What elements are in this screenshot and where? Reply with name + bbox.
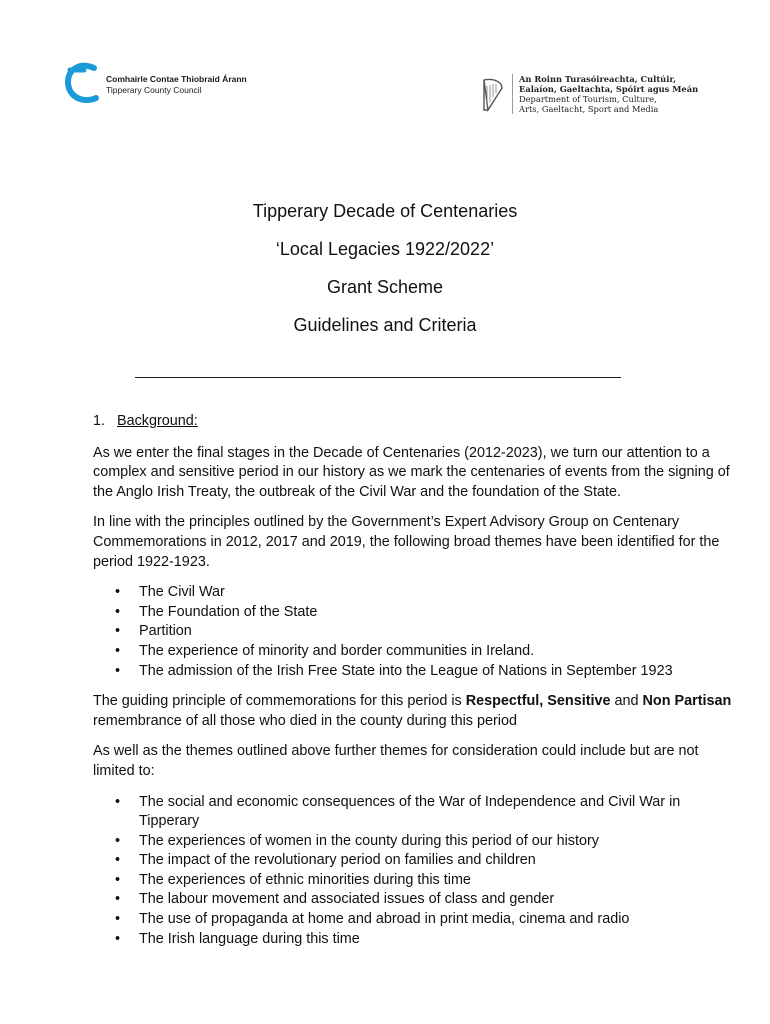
paragraph-intro: As we enter the final stages in the Decade of Centenaries (2012-2023), we turn our attention to a complex and sensitive period in our history as we mark the centenaries of events from the signing of the Anglo Irish Treaty, the outbreak of the Civil War and the foundation of the State. [93,444,730,500]
further-themes-list [93,793,733,950]
principle-bold-2: Non Partisan [642,693,732,710]
list-item-text: The experiences of women in the county during this period of our history [139,832,599,849]
list-item-text: The experiences of ethnic minorities during this time [139,871,471,888]
list-item [93,642,733,662]
list-item [93,603,733,623]
section-number: 1. [93,413,106,429]
list-item [93,871,733,891]
list-item [93,793,733,832]
bullet-icon: • [115,603,121,620]
list-item-text: The Civil War [139,584,225,601]
bullet-icon: • [115,891,121,908]
council-name-english: Tipperary County Council [106,85,202,95]
principle-suffix: remembrance of all those who died in the county during this period [93,712,517,729]
list-item-text: The labour movement and associated issues of class and gender [139,891,555,908]
section-heading [93,412,733,432]
bullet-icon: • [115,642,121,659]
list-item [93,662,733,682]
tcc-logo-icon [64,62,104,106]
list-item-text: The Foundation of the State [139,603,318,620]
title-divider [135,377,621,378]
council-name-irish: Comhairle Contae Thiobraid Árann [106,74,247,84]
title-line-4: Guidelines and Criteria [293,315,477,335]
list-item [93,583,733,603]
bullet-icon: • [115,832,121,849]
principle-prefix: The guiding principle of commemorations for this period is [93,693,466,710]
bullet-icon: • [115,930,121,947]
bullet-icon: • [115,911,121,928]
list-item [93,622,733,642]
department-name-english-2: Arts, Gaeltacht, Sport and Media [519,104,659,114]
document-title-block [0,198,770,350]
bullet-icon: • [115,584,121,601]
department-name [519,74,698,114]
list-item [93,910,733,930]
bullet-icon: • [115,793,121,810]
title-line-2: ‘Local Legacies 1922/2022’ [275,239,495,259]
list-item-text: Partition [139,623,192,640]
bullet-icon: • [115,852,121,869]
list-item [93,832,733,852]
paragraph-principles: In line with the principles outlined by the Government’s Expert Advisory Group on Centenary Commemorations in 2012, 2017 and 2019, the following broad themes have been identified for the period 1922-1923. [93,514,720,570]
list-item [93,890,733,910]
council-name [106,74,247,96]
list-item-text: The social and economic consequences of the War of Independence and Civil War in Tipperary [139,793,681,830]
principle-mid: and [610,693,643,710]
list-item-text: The admission of the Irish Free State into the League of Nations in September 1923 [139,662,673,679]
department-name-irish-1: An Roinn Turasóireachta, Cultúir, [519,74,676,84]
bullet-icon: • [115,662,121,679]
list-item-text: The Irish language during this time [139,930,360,947]
paragraph-further-themes: As well as the themes outlined above further themes for consideration could include but are not limited to: [93,743,699,779]
title-line-1: Tipperary Decade of Centenaries [252,201,518,221]
header-divider [512,74,513,114]
department-name-english-1: Department of Tourism, Culture, [519,94,657,104]
list-item [93,930,733,950]
department-name-irish-2: Ealaíon, Gaeltachta, Spóirt agus Meán [519,84,699,94]
document-body [93,412,733,960]
title-line-3: Grant Scheme [326,277,444,297]
harp-icon [478,76,506,112]
bullet-icon: • [115,623,121,640]
list-item-text: The experience of minority and border communities in Ireland. [139,642,535,659]
themes-list [93,583,733,681]
list-item [93,851,733,871]
list-item-text: The impact of the revolutionary period on families and children [139,852,536,869]
principle-bold-1: Respectful, Sensitive [465,693,611,710]
paragraph-guiding-principle [93,692,733,731]
section-heading-text: Background: [117,413,198,429]
document-header [0,60,770,120]
bullet-icon: • [115,871,121,888]
list-item-text: The use of propaganda at home and abroad in print media, cinema and radio [139,911,630,928]
